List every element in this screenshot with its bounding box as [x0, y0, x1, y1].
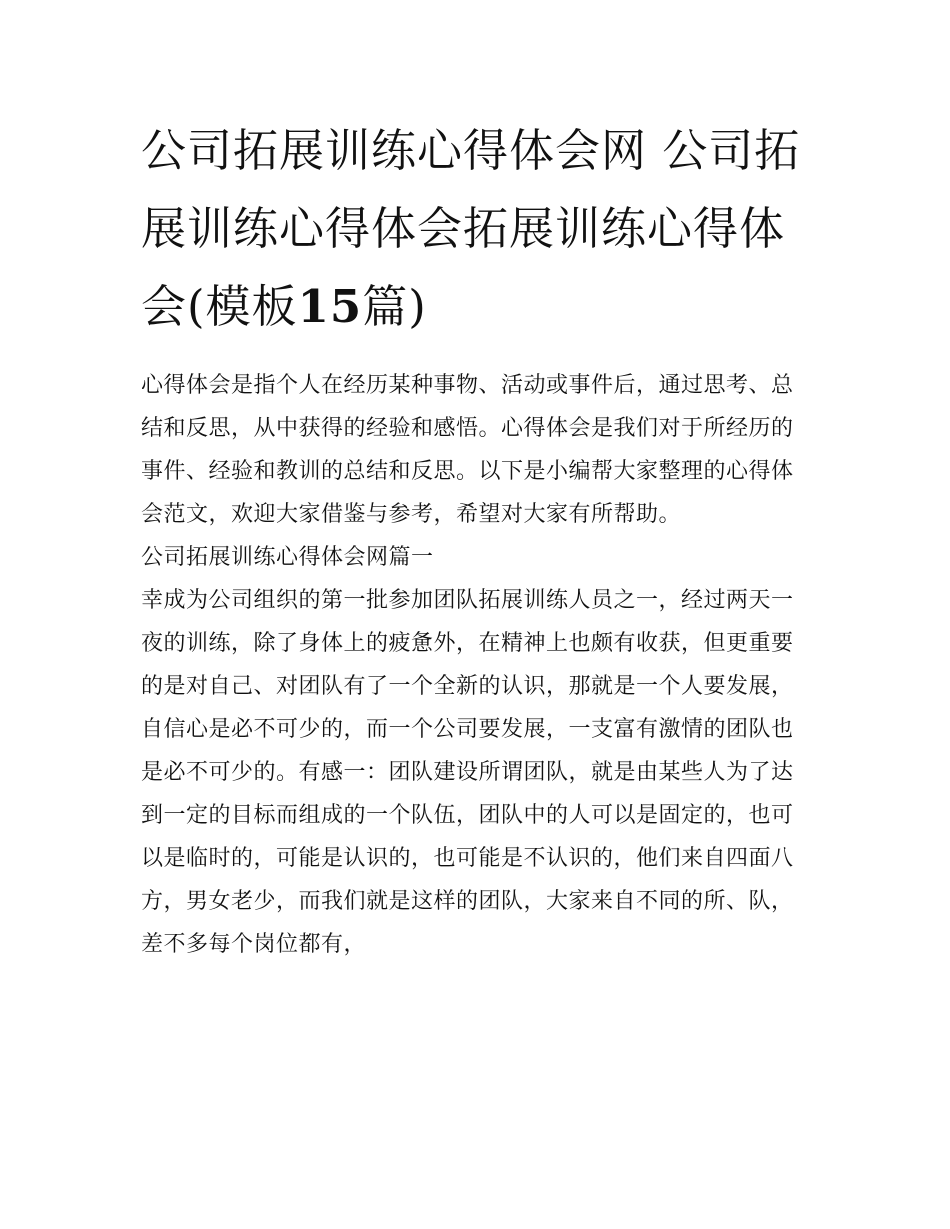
title-suffix: 篇)	[362, 280, 427, 333]
intro-paragraph: 心得体会是指个人在经历某种事物、活动或事件后，通过思考、总结和反思，从中获得的经验和感悟。心得体会是我们对于所经历的事件、经验和教训的总结和反思。以下是小编帮大家整理的心得体会范文，欢迎大家借鉴与参考，希望对大家有所帮助。	[141, 373, 794, 527]
body-paragraph: 幸成为公司组织的第一批参加团队拓展训练人员之一，经过两天一夜的训练，除了身体上的疲惫外，在精神上也颇有收获，但更重要的是对自己、对团队有了一个全新的认识，那就是一个人要发展，自信心是必不可少的，而一个公司要发展，一支富有激情的团队也是必不可少的。有感一：团队建设所谓团队，就是由某些人为了达到一定的目标而组成的一个队伍，团队中的人可以是固定的，也可以是临时的，可能是认识的，也可能是不认识的，他们来自四面八方，男女老少，而我们就是这样的团队，大家来自不同的所、队，差不多每个岗位都有，	[141, 588, 794, 957]
document-title	[141, 112, 813, 346]
title-number: 15	[297, 280, 363, 333]
document-content	[141, 112, 813, 966]
title-text: 公司拓展训练心得体会网 公司拓展训练心得体会拓展训练心得体会(模板	[141, 124, 801, 333]
section-heading: 公司拓展训练心得体会网篇一	[141, 545, 434, 570]
